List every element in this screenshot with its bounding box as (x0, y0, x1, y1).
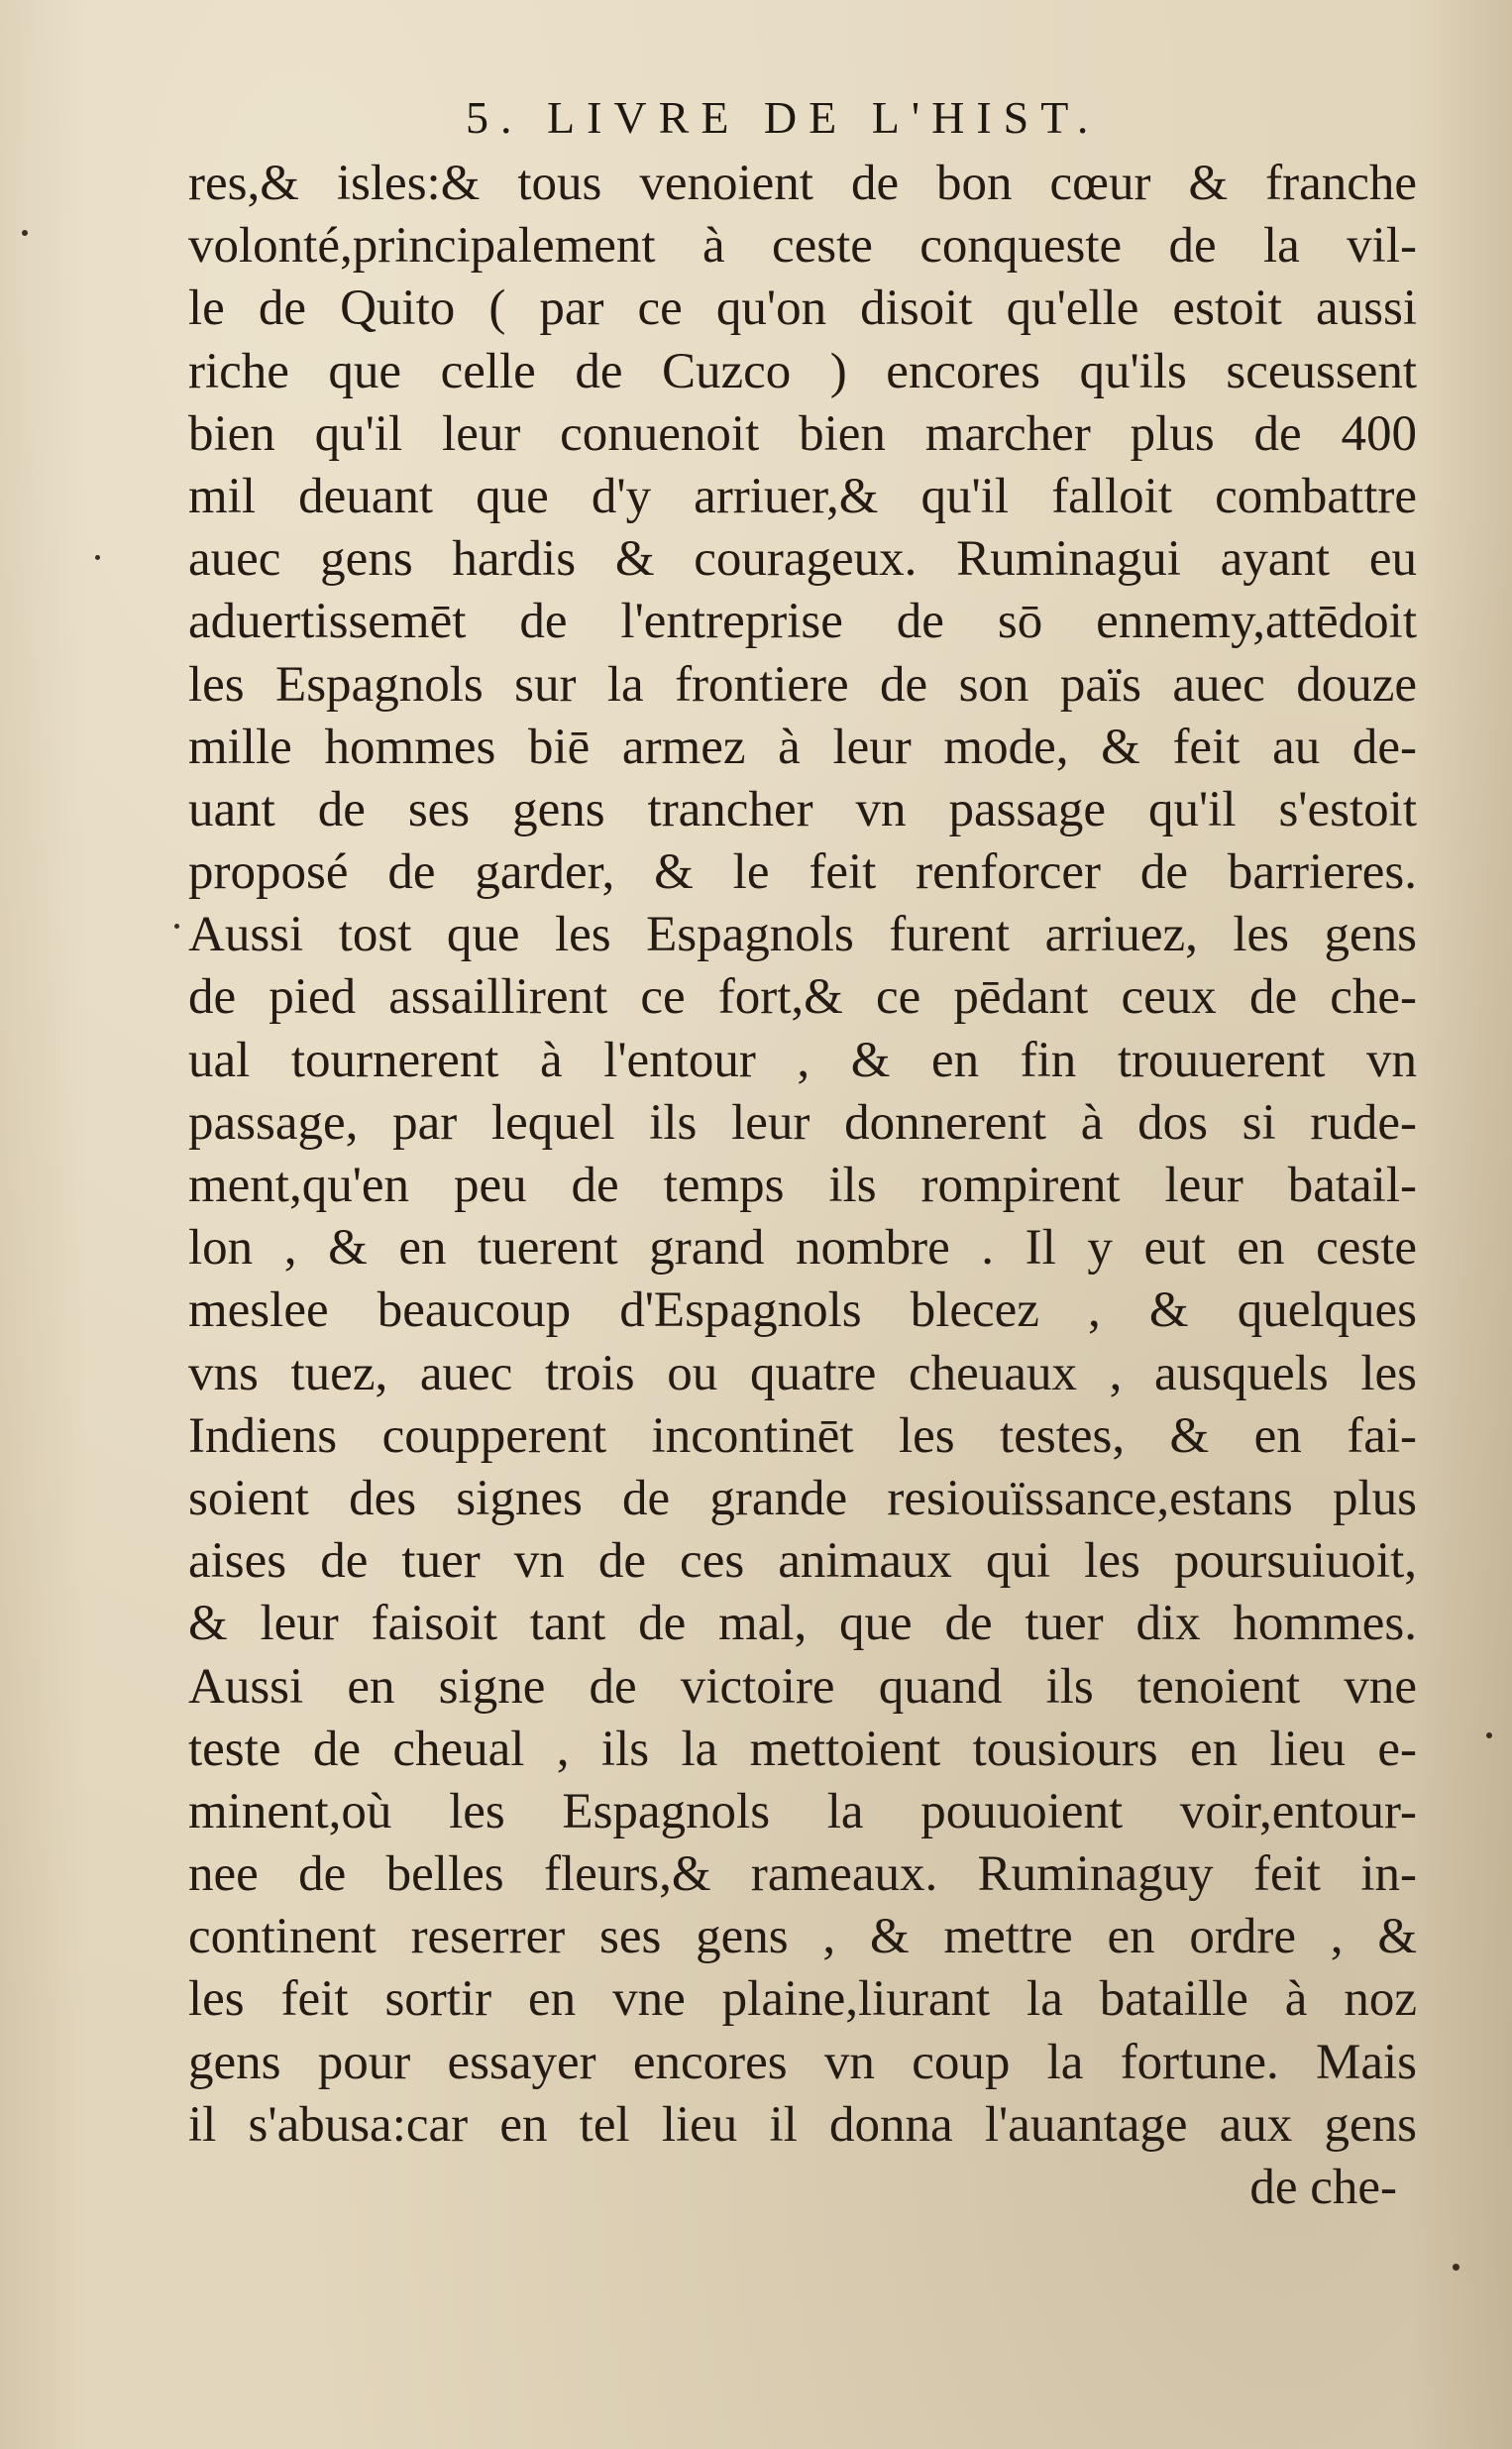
text-line: uant de ses gens trancher vn passage qu'il s'estoit (188, 781, 1417, 837)
text-line: Indiens coupperent incontinēt les testes, & en fai- (188, 1407, 1417, 1464)
text-line: Aussi tost que les Espagnols furent arriuez, les gens (188, 907, 1417, 963)
text-line: ment,qu'en peu de temps ils rompirent leur batail- (188, 1158, 1417, 1213)
text-line: mille hommes biē armez à leur mode, & feit au de- (188, 719, 1417, 775)
text-line: proposé de garder, & le feit renforcer de barrieres. (188, 844, 1417, 901)
text-line: & leur faisoit tant de mal, que de tuer dix hommes. (188, 1596, 1417, 1652)
text-line: aises de tuer vn de ces animaux qui les poursuiuoit, (188, 1533, 1417, 1590)
text-line: gens pour essayer encores vn coup la fortune. Mais (188, 2034, 1417, 2090)
text-line: aduertissemēt de l'entreprise de sō ennemy,attēdoit (188, 594, 1417, 650)
text-line: les Espagnols sur la frontiere de son païs auec douze (188, 656, 1417, 713)
text-line: il s'abusa:car en tel lieu il donna l'auantage aux gens (188, 2096, 1417, 2153)
text-line: bien qu'il leur conuenoit bien marcher plus de 400 (188, 405, 1417, 462)
text-line: riche que celle de Cuzco ) encores qu'ils sceussent (188, 343, 1417, 399)
text-line: passage, par lequel ils leur donnerent à dos si rude- (188, 1094, 1417, 1151)
text-line: les feit sortir en vne plaine,liurant la bataille à noz (188, 1971, 1417, 2028)
text-line: vns tuez, auec trois ou quatre cheuaux , ausquels les (188, 1345, 1417, 1401)
ink-speck (22, 230, 28, 236)
text-line: de pied assaillirent ce fort,& ce pēdant ceux de che- (188, 969, 1417, 1026)
running-header: 5. LIVRE DE L'HIST. (466, 92, 1101, 143)
text-line: minent,où les Espagnols la pouuoient voir,entour- (188, 1783, 1417, 1839)
text-line: teste de cheual , ils la mettoient tousiours en lieu e- (188, 1721, 1417, 1777)
text-line: lon , & en tuerent grand nombre . Il y eut en ceste (188, 1220, 1417, 1277)
text-line: ual tournerent à l'entour , & en fin trouuerent vn (188, 1032, 1417, 1088)
ink-speck (1486, 1732, 1492, 1738)
body-text (188, 153, 1417, 2219)
text-line: soient des signes de grande resiouïssance,estans plus (188, 1470, 1417, 1526)
text-line: mil deuant que d'y arriuer,& qu'il falloit combattre (188, 468, 1417, 524)
catchword: de che- (1249, 2160, 1397, 2215)
ink-speck (174, 924, 179, 929)
ink-speck (95, 555, 100, 560)
text-line: auec gens hardis & courageux. Ruminagui ayant eu (188, 531, 1417, 588)
text-line: res,& isles:& tous venoient de bon cœur & franche (188, 156, 1417, 211)
text-line: Aussi en signe de victoire quand ils tenoient vne (188, 1658, 1417, 1715)
text-line: continent reserrer ses gens , & mettre en ordre , & (188, 1909, 1417, 1965)
text-line: volonté,principalement à ceste conqueste de la vil- (188, 218, 1417, 275)
ink-speck (1453, 2264, 1459, 2271)
text-line: meslee beaucoup d'Espagnols blecez , & quelques (188, 1282, 1417, 1339)
text-line: le de Quito ( par ce qu'on disoit qu'elle estoit aussi (188, 280, 1417, 337)
text-line: nee de belles fleurs,& rameaux. Ruminaguy feit in- (188, 1846, 1417, 1903)
